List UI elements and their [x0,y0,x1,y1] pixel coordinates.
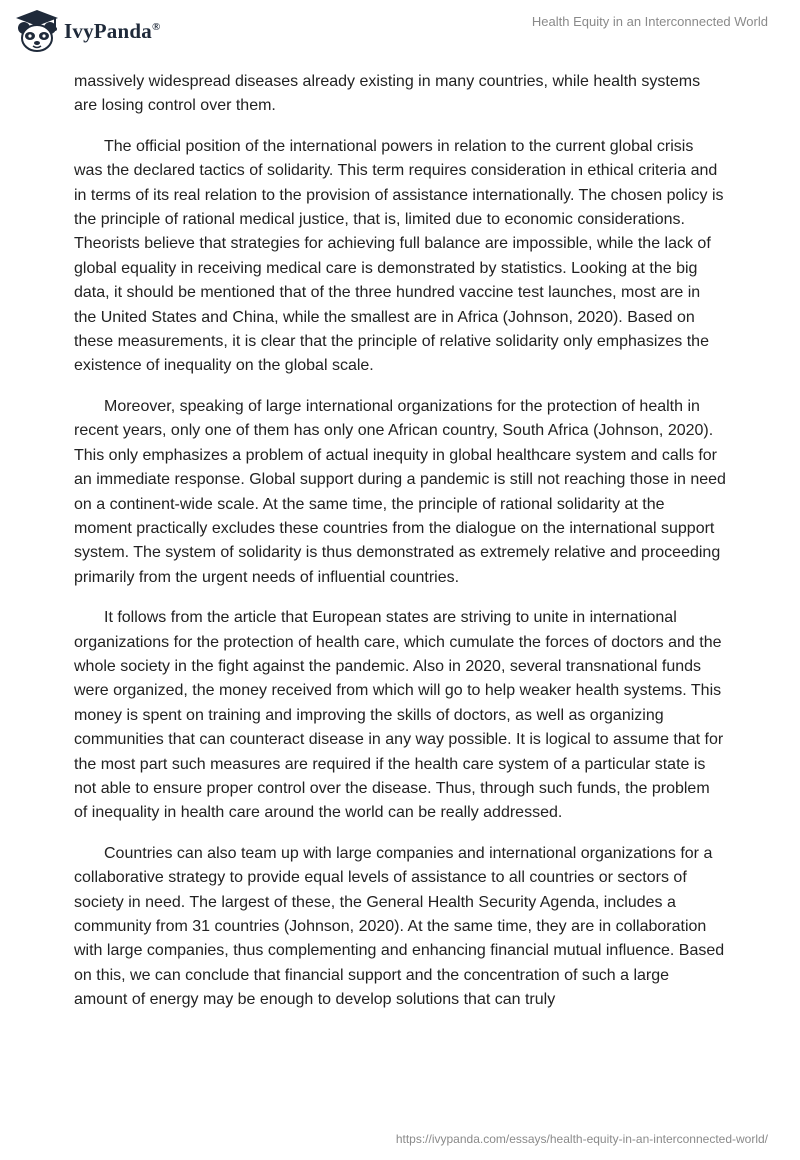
page-header [0,0,800,70]
paragraph: massively widespread diseases already existing in many countries, while health systems are losing control over them. [74,73,701,115]
paragraph: It follows from the article that European states are striving to unite in international organizations for the protection of health care, which cumulate the forces of doctors and the whole society in the fight against the pandemic. Also in 2020, several transnational funds were organized, the money received from which will go to help weaker health systems. This money is spent on training and improving the skills of doctors, as well as organizing communities that can counteract disease in any way possible. It is logical to assume that for the most part such measures are required if the health care system of a particular state is not able to ensure proper control over the disease. Thus, through such funds, the problem of inequality in health care around the world can be really addressed. [74,609,724,822]
paragraph: Moreover, speaking of large international organizations for the protection of health in recent years, only one of them has only one African country, South Africa (Johnson, 2020). This only emphasizes a problem of actual inequity in global healthcare system and calls for an immediate response. Global support during a pandemic is still not reaching those in need on a continent-wide scale. At the same time, the principle of rational solidarity at the moment practically excludes these countries from the dialogue on the international support system. The system of solidarity is thus demonstrated as extremely relative and proceeding primarily from the urgent needs of influential countries. [74,397,726,586]
document-title: Health Equity in an Interconnected World [531,14,768,29]
source-url[interactable]: https://ivypanda.com/essays/health-equity-in-an-interconnected-world/ [395,1132,768,1146]
essay-body [74,70,726,1029]
brand-name: IvyPanda® [64,18,161,43]
registered-mark: ® [151,20,161,33]
brand-logo[interactable] [14,8,160,54]
paragraph: Countries can also team up with large companies and international organizations for a collaborative strategy to provide equal levels of assistance to all countries or sectors of society in need. The largest of these, the General Health Security Agenda, includes a community from 31 countries (Johnson, 2020). At the same time, they are in collaboration with large companies, thus complementing and enhancing financial mutual influence. Based on this, we can conclude that financial support and the concentration of such a large amount of energy may be enough to develop solutions that can truly [74,844,725,1009]
panda-graduate-icon [14,8,60,54]
paragraph: The official position of the international powers in relation to the current global crisis was the declared tactics of solidarity. This term requires consideration in ethical criteria and in terms of its real relation to the provision of assistance internationally. The chosen policy is the principle of rational medical justice, that is, limited due to economic considerations. Theorists believe that strategies for achieving full balance are impossible, while the lack of global equality in receiving medical care is demonstrated by statistics. Looking at the big data, it should be mentioned that of the three hundred vaccine test launches, most are in the United States and China, while the smallest are in Africa (Johnson, 2020). Based on these measurements, it is clear that the principle of relative solidarity only emphasizes the existence of inequality on the global scale. [74,137,724,375]
